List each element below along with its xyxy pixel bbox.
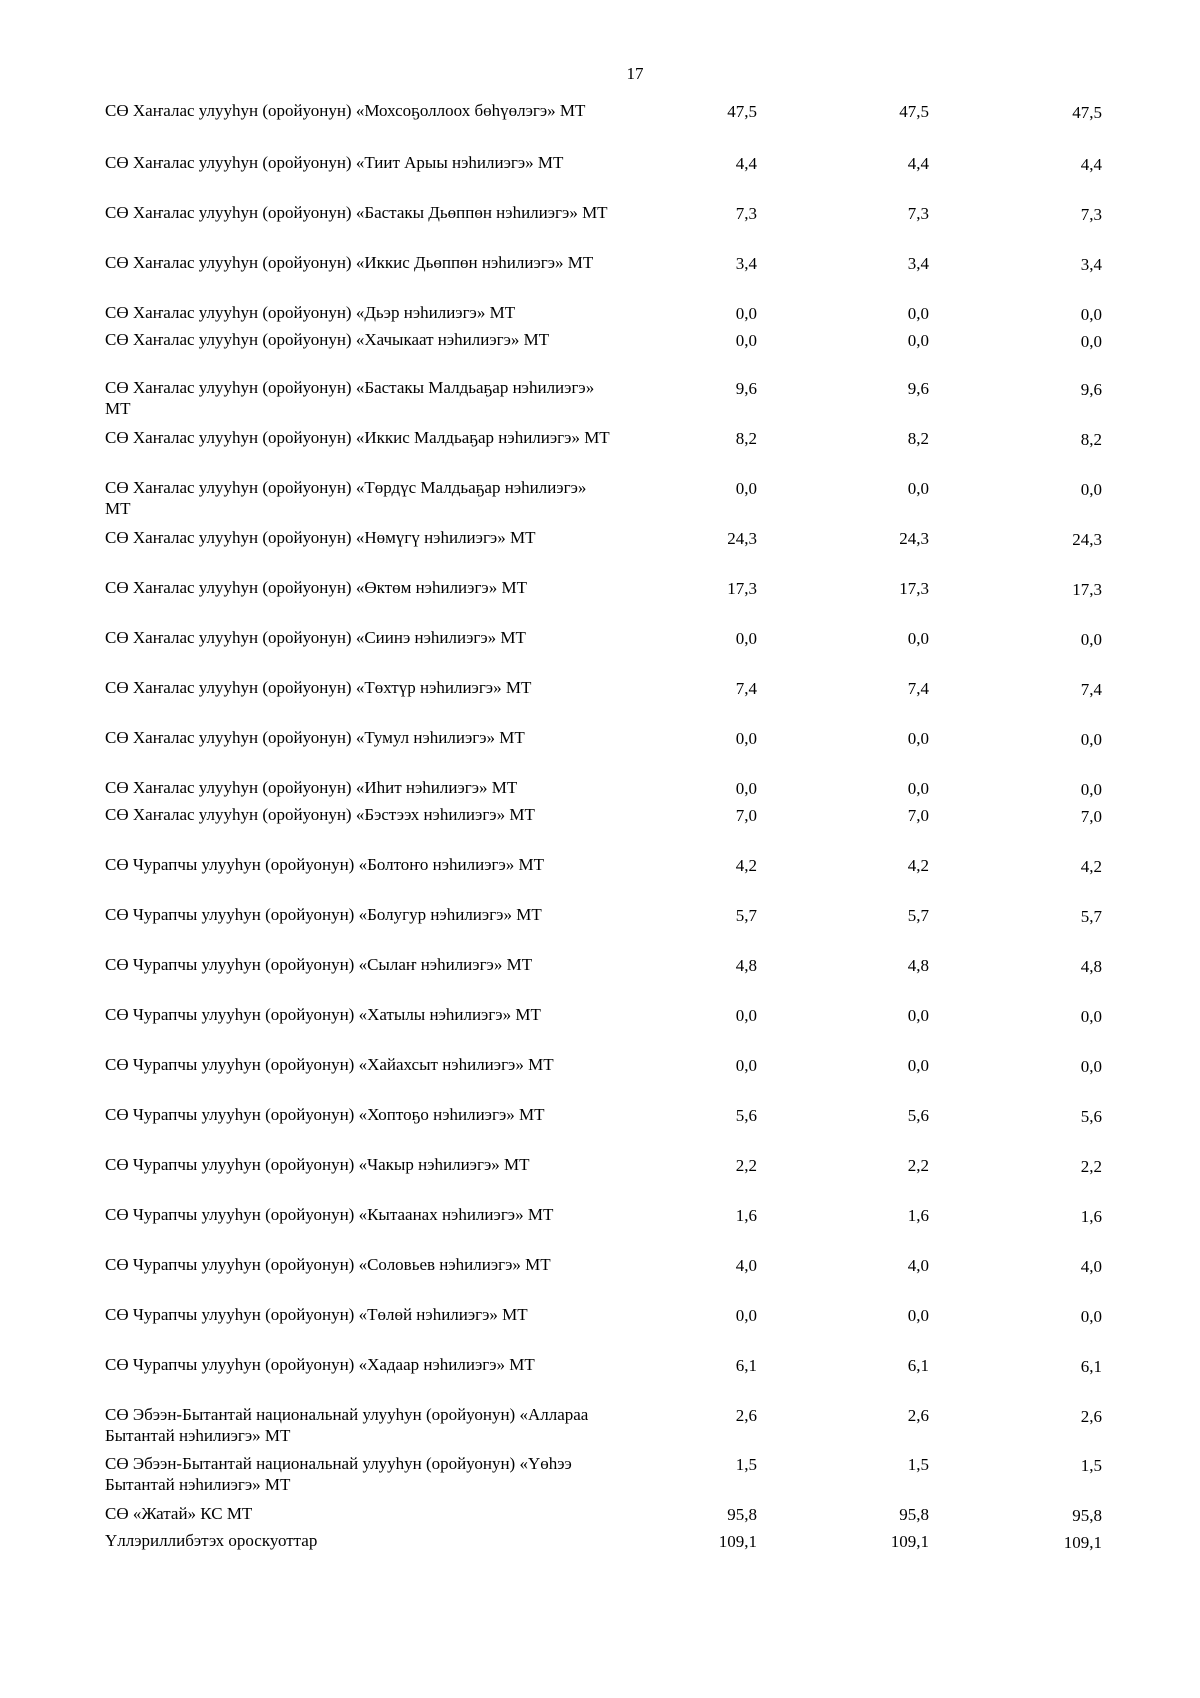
value-column-3: 7,0: [1080, 807, 1102, 826]
value-column-3: 6,1: [1080, 1357, 1102, 1376]
row-label: СӨ Хаҥалас улууһун (оройуонун) «Нөмүгү нэһилиэгэ» МТ: [105, 528, 536, 547]
value-column-2: 7,4: [907, 679, 929, 698]
value-column-3: 0,0: [1080, 780, 1102, 799]
value-column-1: 3,4: [735, 254, 757, 273]
row-label: СӨ Хаҥалас улууһун (оройуонун) «Хачыкаат нэһилиэгэ» МТ: [105, 330, 550, 349]
value-column-3: 7,3: [1080, 205, 1102, 224]
value-column-1: 2,6: [735, 1406, 757, 1425]
value-column-2: 0,0: [907, 729, 929, 748]
row-label: СӨ Чурапчы улууһун (оройуонун) «Төлөй нэһилиэгэ» МТ: [105, 1305, 528, 1324]
value-column-3: 24,3: [1072, 530, 1102, 549]
value-column-2: 17,3: [899, 579, 929, 598]
value-column-2: 47,5: [899, 102, 929, 121]
value-column-1: 8,2: [735, 429, 757, 448]
value-column-1: 5,7: [735, 906, 757, 925]
value-column-1: 4,4: [735, 154, 757, 173]
row-label: СӨ Хаҥалас улууһун (оройуонун) «Бэстээх нэһилиэгэ» МТ: [105, 805, 535, 824]
value-column-2: 4,8: [907, 956, 929, 975]
value-column-3: 8,2: [1080, 430, 1102, 449]
value-column-1: 0,0: [735, 304, 757, 323]
value-column-1: 1,5: [735, 1455, 757, 1474]
value-column-1: 6,1: [735, 1356, 757, 1375]
value-column-1: 17,3: [727, 579, 757, 598]
value-column-2: 0,0: [907, 779, 929, 798]
row-label: СӨ Хаҥалас улууһун (оройуонун) «Бастакы Малдьаҕар нэһилиэгэ» МТ: [105, 378, 595, 418]
value-column-2: 5,6: [907, 1106, 929, 1125]
value-column-3: 0,0: [1080, 480, 1102, 499]
page-number: 17: [626, 64, 644, 83]
row-label: Үллэриллибэтэх ороскуоттар: [105, 1531, 318, 1550]
value-column-1: 109,1: [718, 1532, 757, 1551]
row-label: СӨ Хаҥалас улууһун (оройуонун) «Сиинэ нэһилиэгэ» МТ: [105, 628, 526, 647]
value-column-2: 0,0: [907, 1056, 929, 1075]
value-column-2: 4,4: [907, 154, 929, 173]
row-label: СӨ Эбээн-Бытантай национальнай улууһун (оройуонун) «Аллараа Бытантай нэһилиэгэ» МТ: [105, 1405, 589, 1445]
value-column-2: 7,0: [907, 806, 929, 825]
row-label: СӨ Чурапчы улууһун (оройуонун) «Сылаҥ нэһилиэгэ» МТ: [105, 955, 533, 974]
value-column-2: 1,5: [907, 1455, 929, 1474]
value-column-2: 0,0: [907, 629, 929, 648]
value-column-2: 2,2: [907, 1156, 929, 1175]
value-column-3: 0,0: [1080, 305, 1102, 324]
row-label: СӨ Чурапчы улууһун (оройуонун) «Болугур нэһилиэгэ» МТ: [105, 905, 542, 924]
value-column-1: 4,8: [735, 956, 757, 975]
value-column-2: 9,6: [907, 379, 929, 398]
value-column-1: 24,3: [727, 529, 757, 548]
value-column-1: 2,2: [735, 1156, 757, 1175]
row-label: СӨ Чурапчы улууһун (оройуонун) «Хадаар нэһилиэгэ» МТ: [105, 1355, 535, 1374]
row-label: СӨ Хаҥалас улууһун (оройуонун) «Тумул нэһилиэгэ» МТ: [105, 728, 525, 747]
value-column-3: 109,1: [1063, 1533, 1102, 1552]
value-column-1: 95,8: [727, 1505, 757, 1524]
row-label: СӨ Хаҥалас улууһун (оройуонун) «Иһит нэһилиэгэ» МТ: [105, 778, 518, 797]
value-column-2: 0,0: [907, 479, 929, 498]
value-column-2: 2,6: [907, 1406, 929, 1425]
value-column-2: 6,1: [907, 1356, 929, 1375]
value-column-1: 7,4: [735, 679, 757, 698]
value-column-3: 0,0: [1080, 630, 1102, 649]
row-label: СӨ «Жатай» КС МТ: [105, 1504, 253, 1523]
row-label: СӨ Чурапчы улууһун (оройуонун) «Хоптоҕо нэһилиэгэ» МТ: [105, 1105, 545, 1124]
value-column-3: 1,5: [1080, 1456, 1102, 1475]
value-column-1: 0,0: [735, 629, 757, 648]
value-column-3: 0,0: [1080, 1307, 1102, 1326]
row-label: СӨ Хаҥалас улууһун (оройуонун) «Иккис Малдьаҕар нэһилиэгэ» МТ: [105, 428, 610, 447]
value-column-3: 95,8: [1072, 1506, 1102, 1525]
row-label: СӨ Чурапчы улууһун (оройуонун) «Чакыр нэһилиэгэ» МТ: [105, 1155, 530, 1174]
value-column-3: 4,4: [1080, 155, 1102, 174]
value-column-3: 0,0: [1080, 730, 1102, 749]
row-label: СӨ Эбээн-Бытантай национальнай улууһун (оройуонун) «Үөһээ Бытантай нэһилиэгэ» МТ: [105, 1454, 572, 1494]
value-column-1: 0,0: [735, 1056, 757, 1075]
row-label: СӨ Хаҥалас улууһун (оройуонун) «Өктөм нэһилиэгэ» МТ: [105, 578, 527, 597]
row-label: СӨ Хаҥалас улууһун (оройуонун) «Төхтүр нэһилиэгэ» МТ: [105, 678, 532, 697]
value-column-3: 5,7: [1080, 907, 1102, 926]
value-column-3: 9,6: [1080, 380, 1102, 399]
value-column-3: 7,4: [1080, 680, 1102, 699]
row-label: СӨ Чурапчы улууһун (оройуонун) «Хайахсыт нэһилиэгэ» МТ: [105, 1055, 554, 1074]
value-column-1: 7,0: [735, 806, 757, 825]
row-label: СӨ Чурапчы улууһун (оройуонун) «Соловьев нэһилиэгэ» МТ: [105, 1255, 551, 1274]
value-column-3: 0,0: [1080, 1057, 1102, 1076]
value-column-1: 4,0: [735, 1256, 757, 1275]
row-label: СӨ Хаҥалас улууһун (оройуонун) «Бастакы Дьөппөн нэһилиэгэ» МТ: [105, 203, 608, 222]
value-column-2: 0,0: [907, 1306, 929, 1325]
row-label: СӨ Хаҥалас улууһун (оройуонун) «Дьэр нэһилиэгэ» МТ: [105, 303, 516, 322]
value-column-2: 7,3: [907, 204, 929, 223]
value-column-1: 1,6: [735, 1206, 757, 1225]
value-column-3: 17,3: [1072, 580, 1102, 599]
value-column-2: 4,2: [907, 856, 929, 875]
value-column-3: 47,5: [1072, 103, 1102, 122]
value-column-2: 0,0: [907, 1006, 929, 1025]
value-column-3: 0,0: [1080, 1007, 1102, 1026]
value-column-1: 5,6: [735, 1106, 757, 1125]
value-column-2: 8,2: [907, 429, 929, 448]
value-column-1: 0,0: [735, 1306, 757, 1325]
value-column-3: 2,2: [1080, 1157, 1102, 1176]
value-column-3: 1,6: [1080, 1207, 1102, 1226]
row-label: СӨ Хаҥалас улууһун (оройуонун) «Төрдүс Малдьаҕар нэһилиэгэ» МТ: [105, 478, 587, 518]
value-column-1: 47,5: [727, 102, 757, 121]
value-column-2: 109,1: [890, 1532, 929, 1551]
row-label: СӨ Чурапчы улууһун (оройуонун) «Хатылы нэһилиэгэ» МТ: [105, 1005, 541, 1024]
value-column-3: 0,0: [1080, 332, 1102, 351]
value-column-2: 1,6: [907, 1206, 929, 1225]
value-column-3: 5,6: [1080, 1107, 1102, 1126]
value-column-3: 4,0: [1080, 1257, 1102, 1276]
value-column-1: 0,0: [735, 331, 757, 350]
value-column-3: 3,4: [1080, 255, 1102, 274]
value-column-1: 9,6: [735, 379, 757, 398]
value-column-1: 0,0: [735, 479, 757, 498]
value-column-1: 0,0: [735, 1006, 757, 1025]
row-label: СӨ Чурапчы улууһун (оройуонун) «Кытаанах нэһилиэгэ» МТ: [105, 1205, 554, 1224]
value-column-3: 2,6: [1080, 1407, 1102, 1426]
value-column-2: 3,4: [907, 254, 929, 273]
row-label: СӨ Хаҥалас улууһун (оройуонун) «Мохсоҕоллоох бөһүөлэгэ» МТ: [105, 101, 586, 120]
value-column-2: 0,0: [907, 304, 929, 323]
value-column-2: 24,3: [899, 529, 929, 548]
value-column-3: 4,2: [1080, 857, 1102, 876]
row-label: СӨ Хаҥалас улууһун (оройуонун) «Иккис Дьөппөн нэһилиэгэ» МТ: [105, 253, 594, 272]
value-column-2: 4,0: [907, 1256, 929, 1275]
value-column-2: 5,7: [907, 906, 929, 925]
value-column-2: 0,0: [907, 331, 929, 350]
value-column-3: 4,8: [1080, 957, 1102, 976]
row-label: СӨ Чурапчы улууһун (оройуонун) «Болтоҥо нэһилиэгэ» МТ: [105, 855, 545, 874]
value-column-1: 7,3: [735, 204, 757, 223]
value-column-1: 4,2: [735, 856, 757, 875]
value-column-2: 95,8: [899, 1505, 929, 1524]
row-label: СӨ Хаҥалас улууһун (оройуонун) «Тиит Арыы нэһилиэгэ» МТ: [105, 153, 564, 172]
value-column-1: 0,0: [735, 729, 757, 748]
value-column-1: 0,0: [735, 779, 757, 798]
